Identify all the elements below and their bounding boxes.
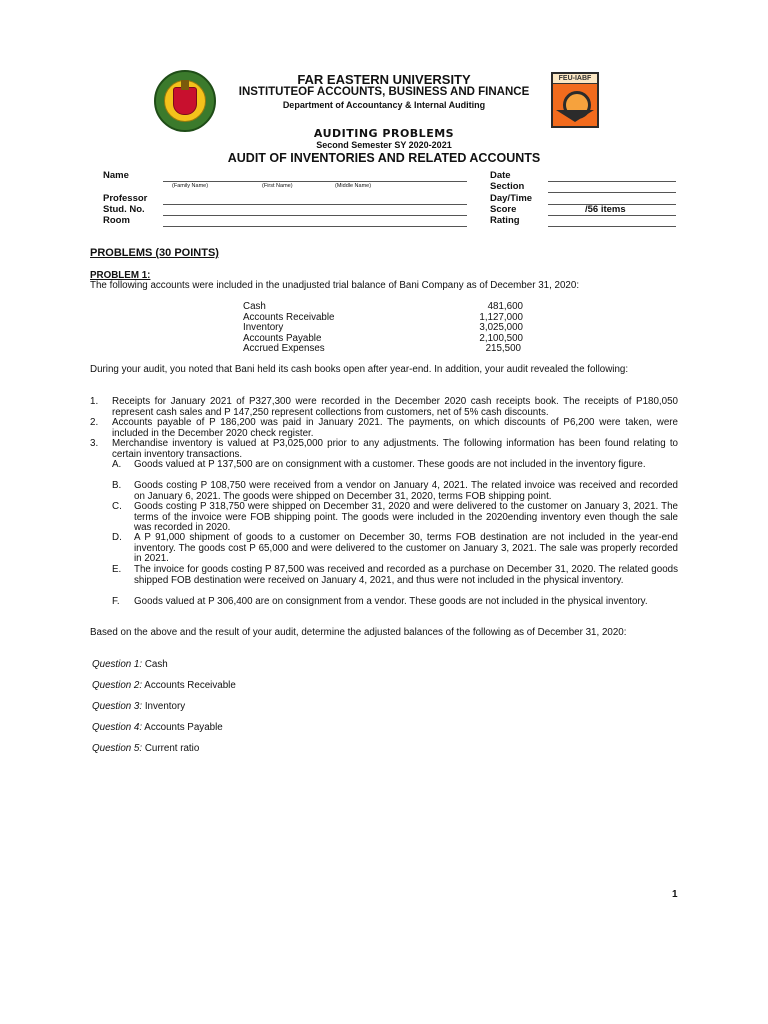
name-label: Name bbox=[103, 170, 129, 181]
account-value: 1,127,000 bbox=[479, 311, 523, 323]
subitem-text: Goods costing P 108,750 were received from a vendor on January 4, 2021. The related invoice was received and recorded on January 6, 2021. The goods were shipped on December 31, 2020, terms FOB shipping point. bbox=[134, 480, 678, 502]
room-line bbox=[163, 226, 467, 227]
subitem-text: Goods valued at P 306,400 are on consignment from a vendor. These goods are not included in the physical inventory. bbox=[134, 596, 648, 607]
institute-name: INSTITUTEOF ACCOUNTS, BUSINESS AND FINANCE bbox=[238, 86, 530, 98]
problem-title: PROBLEM 1: bbox=[90, 270, 151, 281]
university-name: FAR EASTERN UNIVERSITY bbox=[297, 72, 471, 87]
stud-no-line bbox=[163, 215, 467, 216]
based-paragraph: Based on the above and the result of your audit, determine the adjusted balances of the following as of December 31, 2020: bbox=[90, 627, 627, 638]
account-name: Inventory bbox=[243, 322, 284, 333]
question-label: Question 3: bbox=[92, 701, 143, 712]
account-value: 481,600 bbox=[487, 301, 523, 312]
item-text: Merchandise inventory is valued at P3,025,000 prior to any adjustments. The following information has been found relating to certain inventory transactions. bbox=[112, 438, 678, 460]
question-5 bbox=[92, 743, 199, 754]
rating-label: Rating bbox=[490, 215, 520, 226]
account-name: Accounts Payable bbox=[243, 332, 322, 344]
name-line bbox=[163, 181, 467, 182]
account-value: 215,500 bbox=[485, 343, 521, 354]
item-number: 1. bbox=[90, 396, 99, 407]
question-2 bbox=[92, 680, 236, 691]
course-title: AUDITING PROBLEMS bbox=[313, 127, 455, 140]
question-text: Accounts Payable bbox=[142, 722, 223, 733]
subitem-letter: B. bbox=[112, 480, 122, 491]
account-row bbox=[243, 344, 523, 355]
question-label: Question 1: bbox=[92, 659, 143, 670]
first-name-caption: (First Name) bbox=[262, 183, 293, 189]
rating-line bbox=[548, 226, 676, 227]
section-label: Section bbox=[490, 181, 525, 192]
during-paragraph: During your audit, you noted that Bani held its cash books open after year-end. In addition, your audit revealed the following: bbox=[90, 364, 629, 375]
item-number: 2. bbox=[90, 417, 99, 428]
score-label: Score bbox=[490, 204, 517, 215]
subitem-text: The invoice for goods costing P 87,500 was received and recorded as a purchase on December 31, 2020. The related goods shipped FOB destination were received on January 4, 2021, and thus were not included in the physical inventory. bbox=[134, 564, 678, 586]
subitem-letter: F. bbox=[112, 596, 120, 607]
account-name: Accounts Receivable bbox=[243, 311, 335, 323]
section-title: PROBLEMS (30 POINTS) bbox=[90, 247, 219, 259]
date-label: Date bbox=[490, 170, 511, 181]
account-name: Accrued Expenses bbox=[243, 343, 325, 354]
department-name: Department of Accountancy & Internal Auditing bbox=[282, 100, 486, 110]
item-text: Receipts for January 2021 of P327,300 were recorded in the December 2020 cash receipts book. The receipts of P180,050 represent cash sales and P 147,250 represent collections from customers, net of 5% cash discounts. bbox=[112, 396, 678, 418]
section-line bbox=[548, 192, 676, 193]
date-line bbox=[548, 181, 676, 182]
feu-iabf-logo-text: FEU-IABF bbox=[558, 75, 592, 82]
page-number: 1 bbox=[672, 889, 678, 900]
subitem-letter: D. bbox=[112, 532, 122, 543]
subitem-letter: C. bbox=[112, 501, 122, 512]
middle-name-caption: (Middle Name) bbox=[335, 183, 372, 189]
question-text: Accounts Receivable bbox=[142, 680, 236, 691]
question-label: Question 2: bbox=[92, 680, 143, 691]
item-text: Accounts payable of P 186,200 was paid in January 2021. The payments, on which discounts of P6,200 were taken, were included in the December 2020 check register. bbox=[112, 417, 678, 439]
question-text: Inventory bbox=[142, 701, 186, 712]
subitem-text: A P 91,000 shipment of goods to a customer on December 30, terms FOB destination are not included in the year-end inventory. The goods cost P 65,000 and were delivered to the customer on January 3, 2021. The sale was properly recorded in 2021. bbox=[134, 532, 678, 565]
subitem-letter: A. bbox=[112, 459, 122, 470]
family-name-caption: (Family Name) bbox=[172, 183, 209, 189]
professor-label: Professor bbox=[103, 193, 148, 204]
room-label: Room bbox=[103, 215, 130, 226]
item-number: 3. bbox=[90, 438, 99, 449]
professor-line bbox=[163, 204, 467, 205]
problem-intro: The following accounts were included in the unadjusted trial balance of Bani Company as of December 31, 2020: bbox=[90, 280, 580, 291]
score-value: /56 items bbox=[585, 204, 626, 215]
question-label: Question 5: bbox=[92, 743, 143, 754]
question-3 bbox=[92, 701, 185, 712]
subitem-text: Goods valued at P 137,500 are on consignment with a customer. These goods are not included in the inventory figure. bbox=[134, 459, 646, 470]
account-name: Cash bbox=[243, 301, 266, 312]
semester: Second Semester SY 2020-2021 bbox=[316, 140, 452, 150]
subitem-letter: E. bbox=[112, 564, 122, 575]
account-value: 3,025,000 bbox=[479, 322, 523, 333]
question-text: Current ratio bbox=[142, 743, 200, 754]
day-time-label: Day/Time bbox=[490, 193, 533, 204]
subitem-text: Goods costing P 318,750 were shipped on December 31, 2020 and were delivered to the customer on January 3, 2021. The terms of the invoice were FOB shipping point. The goods were included in the 2020ending inventory even though the sale was recorded in 2020. bbox=[134, 501, 678, 534]
stud-no-label: Stud. No. bbox=[103, 204, 145, 215]
question-4 bbox=[92, 722, 223, 733]
score-line bbox=[548, 215, 676, 216]
question-text: Cash bbox=[142, 659, 168, 670]
question-label: Question 4: bbox=[92, 722, 143, 733]
document-title: AUDIT OF INVENTORIES AND RELATED ACCOUNTS bbox=[227, 151, 541, 165]
question-1 bbox=[92, 659, 168, 670]
account-value: 2,100,500 bbox=[479, 332, 523, 344]
